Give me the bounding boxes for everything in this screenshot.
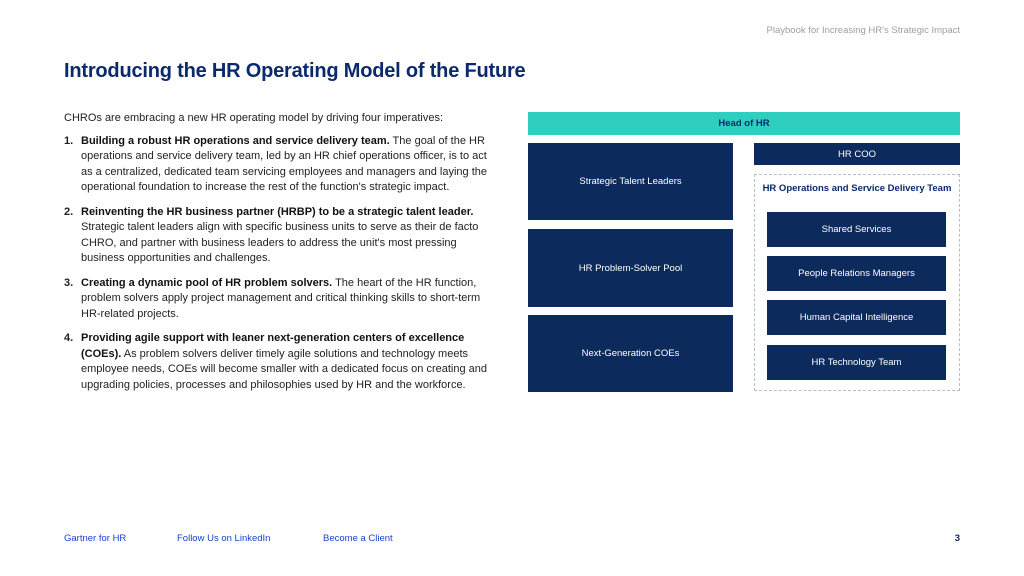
- imperative-item: [64, 276, 494, 323]
- imperative-body: [81, 205, 494, 267]
- human-capital-intelligence-box: Human Capital Intelligence: [767, 300, 946, 335]
- imperative-number: 1.: [64, 134, 74, 147]
- imperative-number: 4.: [64, 332, 74, 344]
- imperative-body: [81, 134, 494, 196]
- imperative-number: 2.: [64, 205, 74, 218]
- hr-problem-solver-pool-box: HR Problem-Solver Pool: [528, 229, 733, 307]
- footer-link-linkedin[interactable]: Follow Us on LinkedIn: [177, 533, 271, 544]
- shared-services-box: Shared Services: [767, 212, 946, 247]
- imperative-item: [64, 205, 494, 267]
- imperative-heading: Reinventing the HR business partner (HRBP) to be a strategic talent leader.: [81, 205, 474, 218]
- footer-link-become-client[interactable]: Become a Client: [323, 533, 393, 544]
- next-generation-coes-box: Next-Generation COEs: [528, 315, 733, 392]
- imperative-text: Strategic talent leaders align with specific business units to serve as their de facto CHRO, and partner with business leaders to address the unit's most pressing business opportunities and challenges.: [81, 221, 479, 264]
- body-text: [64, 111, 494, 402]
- intro-paragraph: CHROs are embracing a new HR operating model by driving four imperatives:: [64, 112, 444, 124]
- imperative-body: [81, 331, 494, 393]
- hr-operations-title: HR Operations and Service Delivery Team: [762, 183, 952, 194]
- hr-technology-team-box: HR Technology Team: [767, 345, 946, 380]
- hr-coo-box: HR COO: [754, 143, 960, 165]
- imperative-body: [81, 276, 494, 323]
- imperative-item: [64, 331, 494, 393]
- imperative-text: As problem solvers deliver timely agile solutions and technology meets employee needs, COEs will become smaller with a dedicated focus on creating and upgrading policies, processes and philosophies used by HR and the workforce.: [81, 347, 487, 391]
- strategic-talent-leaders-box: Strategic Talent Leaders: [528, 143, 733, 220]
- imperative-heading: Creating a dynamic pool of HR problem solvers.: [81, 276, 333, 289]
- imperative-number: 3.: [64, 276, 74, 289]
- imperative-item: [64, 134, 494, 196]
- footer-link-gartner-for-hr[interactable]: Gartner for HR: [64, 533, 127, 544]
- page-number: 3: [954, 533, 960, 544]
- imperatives-list: [64, 134, 494, 394]
- imperative-heading: Building a robust HR operations and service delivery team.: [81, 134, 390, 147]
- running-header: Playbook for Increasing HR's Strategic Impact: [766, 25, 960, 36]
- head-of-hr-box: Head of HR: [528, 112, 960, 135]
- imperative-text: The heart of the HR function, problem solvers apply project management and critical thinking skills to short-term HR-related projects.: [81, 276, 481, 320]
- imperative-text: The goal of the HR operations and service delivery team, led by an HR chief operations officer, is to act as a centralized, dedicated team servicing employees and managers and laying the operational foundation to increase the rest of the function's strategic impact.: [81, 134, 488, 193]
- people-relations-managers-box: People Relations Managers: [767, 256, 946, 291]
- page-title: Introducing the HR Operating Model of the Future: [64, 60, 526, 82]
- imperative-heading: Providing agile support with leaner next-generation centers of excellence (COEs).: [81, 332, 465, 360]
